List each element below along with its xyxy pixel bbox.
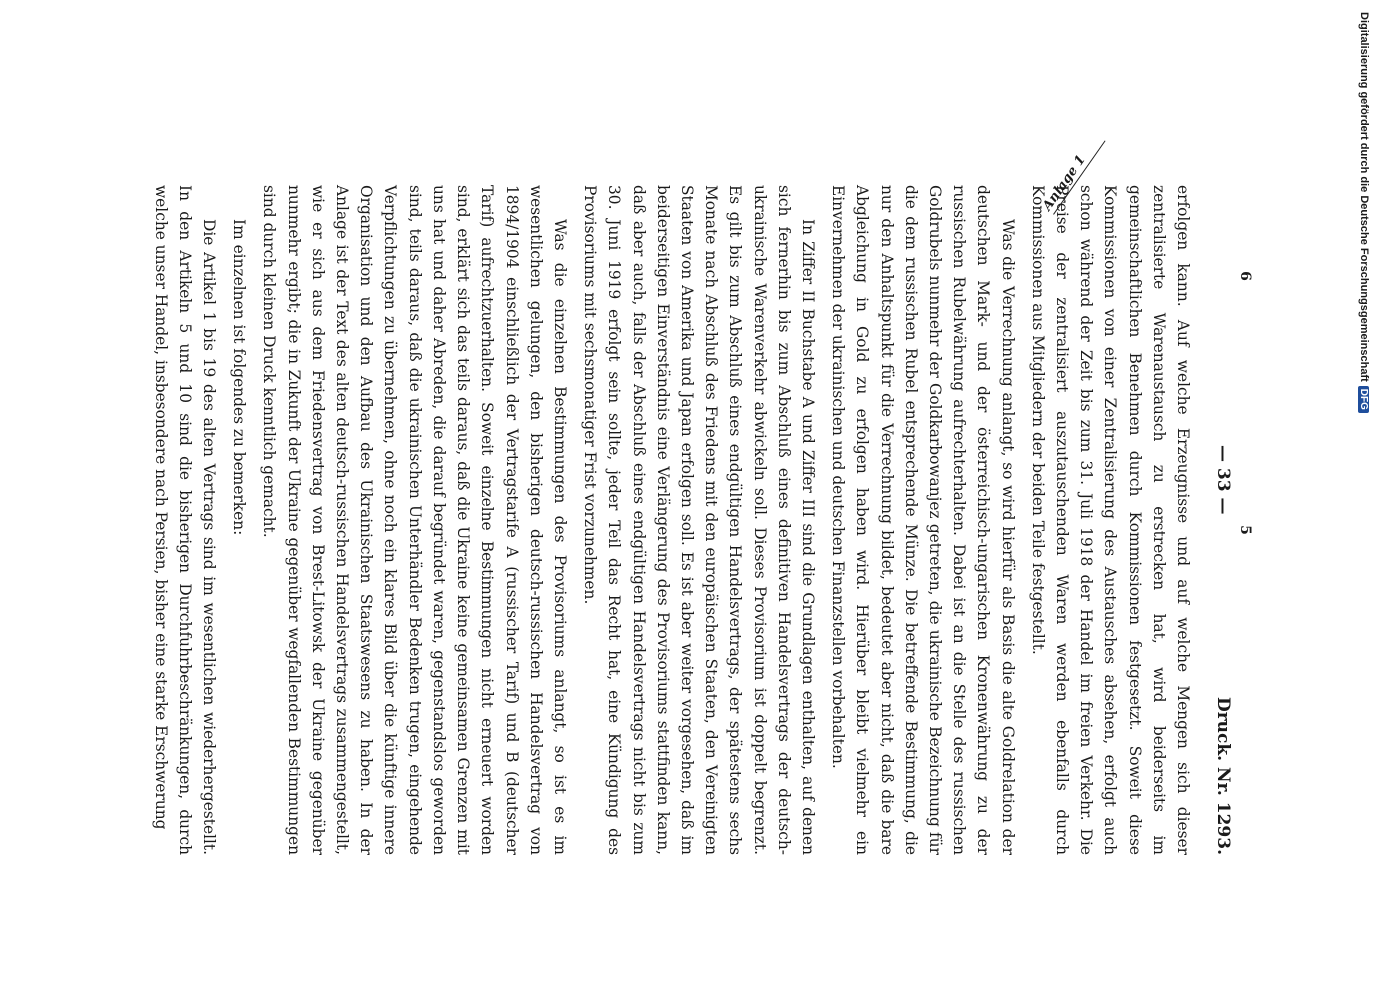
- paragraph: erfolgen kann. Auf welche Erzeugnisse und auf welche Mengen sich dieser zentralisierte Warenaustausch zu erstrecken hat, wird beiderseits im gemeinschaftlichen Benehmen durch Kommissionen festgesetzt. Soweit diese Kommissionen von einer Zentralisierung des Austausches absehen, erfolgt auch schon während der Zeit bis zum 31. Juli 1918 der Handel im freien Verkehr. Die Preise der zentralisiert auszutauschenden Waren werden ebenfalls durch Kommissionen aus Mitgliedern der beiden Teile festgestellt.: [1028, 185, 1192, 855]
- document-page: [125, 185, 1235, 855]
- handwritten-annotation: Anlage 1: [1040, 131, 1106, 214]
- paragraph: Im einzelnen ist folgendes zu bemerken:: [230, 219, 249, 536]
- margin-mark: 5: [1236, 525, 1253, 535]
- paragraph: Was die Verrechnung anlangt, so wird hierfür als Basis die alte Goldrelation der deutschen Mark- und der österreichisch-ungarischen Kronenwährung zu der russischen Rubelwährung aufrechterhalten. Dabei ist an die Stelle des russischen Goldrubels nunmehr der Goldkarbowanjez getreten, die ukrainische Bezeichnung für die dem russischen Rubel entsprechende Münze. Die betreffende Bestimmung, die nur den Anhaltspunkt für die Verrechnung bildet, bedeutet aber nicht, daß die bare Abgleichung in Gold zu erfolgen haben wird. Hierüber bleibt vielmehr ein Einvernehmen der ukrainischen und deutschen Finanzstellen vorbehalten.: [829, 185, 1017, 855]
- paragraph: Was die einzelnen Bestimmungen des Provisoriums anlangt, so ist es im wesentlichen gelungen, den bisherigen deutsch-russischen Handelsvertrag von 1894/1904 einschließlich der Vertragstarife A (russischer Tarif) und B (deutscher Tarif) aufrechtzuerhalten. Soweit einzelne Bestimmungen nicht erneuert worden sind, erklärt sich das teils daraus, daß die Ukraine keine gemeinsamen Grenzen mit uns hat und daher Abreden, die darauf begründet waren, gegenstandslos geworden sind, teils daraus, daß die ukrainischen Unterhändler Bedenken trugen, eingehende Verpflichtungen zu übernehmen, ohne noch ein klares Bild über die künftige innere Organisation und den Aufbau des Ukrainischen Staatswesens zu haben. In der Anlage ist der Text des alten deutsch-russischen Handelsvertrags zusammengestellt, wie er sich aus dem Friedensvertrag von Brest-Litowsk der Ukraine gegenüber nunmehr ergibt; die in Zukunft der Ukraine gegenüber wegfallenden Bestimmungen sind durch kleinen Druck kenntlich gemacht.: [260, 185, 569, 855]
- dfg-logo: DFG: [1358, 386, 1369, 413]
- body-text: [142, 185, 1195, 855]
- margin-mark: 6: [1236, 271, 1253, 281]
- print-number: Druck. Nr. 1293.: [1213, 696, 1233, 855]
- paragraph: In Ziffer II Buchstabe A und Ziffer III sind die Grundlagen enthalten, auf denen sich fernerhin bis zum Abschluß eines definitiven Handelsvertrags der deutsch-ukrainische Warenverkehr abwickeln soll. Dieses Provisorium ist doppelt begrenzt. Es gilt bis zum Abschluß eines endgültigen Handelsvertrags, der spätestens sechs Monate nach Abschluß des Friedens mit den europäischen Staaten, den Vereinigten Staaten von Amerika und Japan erfolgen soll. Es ist aber weiter vorgesehen, daß im beiderseitigen Einverständnis eine Verlängerung des Provisoriums stattfinden kann, daß aber auch, falls der Abschluß eines endgültigen Handelsvertrags nicht bis zum 30. Juni 1919 erfolgt sein sollte, jeder Teil das Recht hat, eine Kündigung des Provisoriums mit sechsmonatiger Frist vorzunehmen.: [581, 185, 817, 855]
- paragraph: Die Artikel 1 bis 19 des alten Vertrags sind im wesentlichen wiederhergestellt. In den Artikeln 5 und 10 sind die bisherigen Durchfuhrbeschränkungen, durch welche unser Handel, insbesondere nach Persien, bisher eine starke Erschwerung: [151, 185, 219, 855]
- page-header: [1205, 185, 1235, 855]
- digitization-credit: [1358, 12, 1370, 982]
- credit-text: Digitalisierung gefördert durch die Deutsche Forschungsgemeinschaft: [1358, 12, 1370, 382]
- page-number: — 33 —: [1213, 445, 1233, 515]
